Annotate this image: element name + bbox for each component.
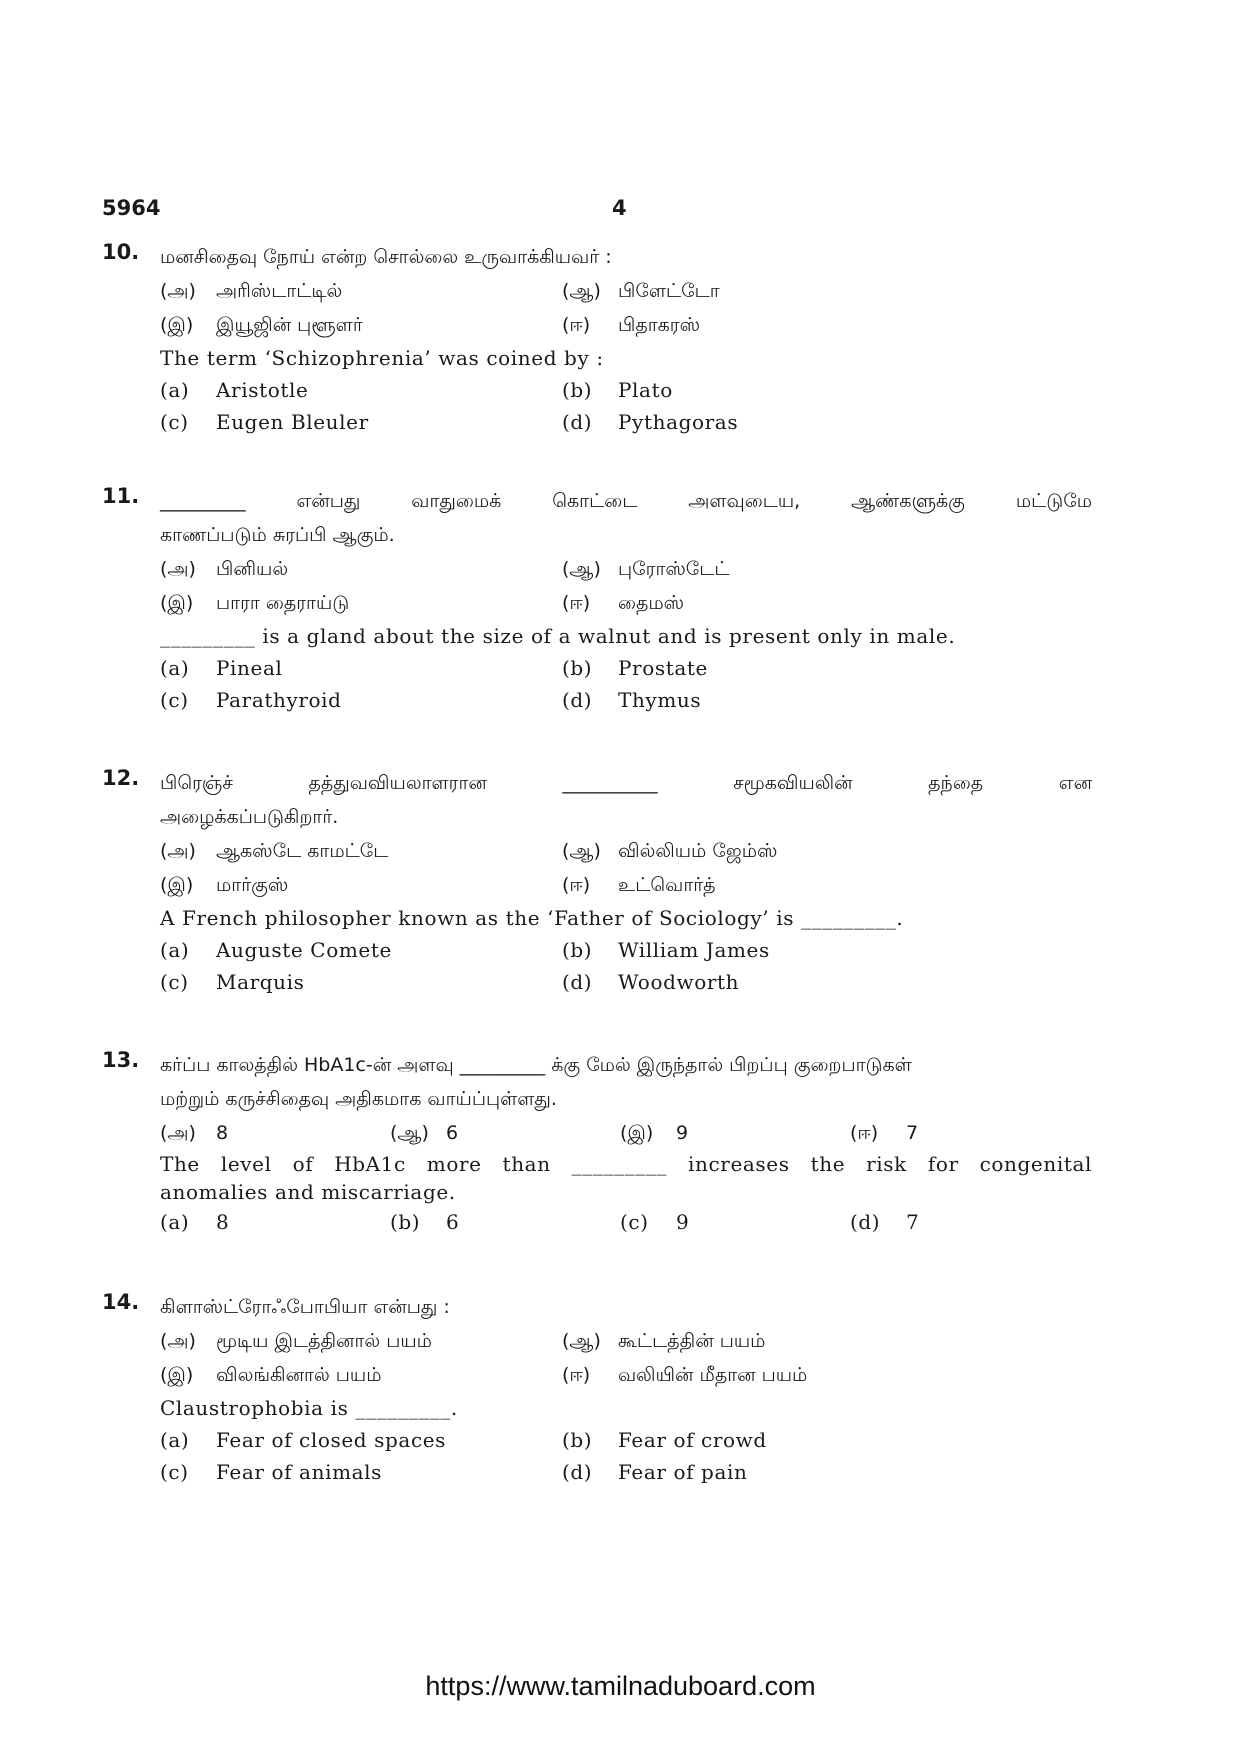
question-10 xyxy=(102,240,1092,438)
option-english-b: (b) Plato xyxy=(562,378,673,402)
option-tamil-b: (ஆ) வில்லியம் ஜேம்ஸ் xyxy=(562,840,778,862)
paper-code: 5964 xyxy=(102,196,161,220)
option-tamil-d: (ஈ) 7 xyxy=(850,1122,919,1144)
option-tamil-a: (அ) 8 xyxy=(160,1122,229,1144)
option-english-c: (c) Eugen Bleuler xyxy=(160,410,369,434)
option-english-c: (c) Fear of animals xyxy=(160,1460,383,1484)
question-13 xyxy=(102,1048,1092,1238)
question-number: 14. xyxy=(102,1290,140,1314)
option-english-d: (d) Pythagoras xyxy=(562,410,739,434)
option-tamil-a: (அ) பினியல் xyxy=(160,558,289,580)
footer-url[interactable]: https://www.tamilnaduboard.com xyxy=(425,1671,816,1701)
option-tamil-a: (அ) மூடிய இடத்தினால் பயம் xyxy=(160,1330,432,1352)
option-tamil-b: (ஆ) கூட்டத்தின் பயம் xyxy=(562,1330,766,1352)
option-tamil-c: (இ) மார்குஸ் xyxy=(160,874,289,896)
option-tamil-d: (ஈ) பிதாகரஸ் xyxy=(562,314,701,336)
option-tamil-d: (ஈ) தைமஸ் xyxy=(562,592,685,614)
question-text-tamil-line1: கர்ப்ப காலத்தில் HbA1c-ன் அளவு _________ க்கு மேல் இருந்தால் பிறப்பு குறைபாடுகள் xyxy=(160,1054,912,1076)
question-12 xyxy=(102,766,1092,998)
question-text-english: Claustrophobia is _________. xyxy=(160,1396,458,1420)
question-11 xyxy=(102,484,1092,716)
option-english-b: (b) Prostate xyxy=(562,656,708,680)
question-text-tamil-line1: பிரெஞ்ச் தத்துவவியலாளரான __________ சமூகவியலின் தந்தை என xyxy=(160,772,1092,794)
question-number: 12. xyxy=(102,766,140,790)
option-english-d: (d) Fear of pain xyxy=(562,1460,748,1484)
option-english-c: (c) Marquis xyxy=(160,970,305,994)
option-tamil-b: (ஆ) புரோஸ்டேட் xyxy=(562,558,730,580)
question-text-english-line2: anomalies and miscarriage. xyxy=(160,1180,456,1204)
question-text-english: The term ‘Schizophrenia’ was coined by : xyxy=(160,346,604,370)
option-english-a: (a) 8 xyxy=(160,1210,230,1234)
option-english-c: (c) Parathyroid xyxy=(160,688,342,712)
option-tamil-a: (அ) அரிஸ்டாட்டில் xyxy=(160,280,343,302)
option-tamil-a: (அ) ஆகஸ்டே காமட்டே xyxy=(160,840,389,862)
option-english-a: (a) Fear of closed spaces xyxy=(160,1428,447,1452)
option-tamil-c: (இ) பாரா தைராய்டு xyxy=(160,592,350,614)
option-english-d: (d) Woodworth xyxy=(562,970,740,994)
option-english-b: (b) 6 xyxy=(390,1210,460,1234)
option-english-d: (d) 7 xyxy=(850,1210,920,1234)
option-english-c: (c) 9 xyxy=(620,1210,690,1234)
question-text-english: _________ is a gland about the size of a walnut and is present only in male. xyxy=(160,624,956,648)
question-text-tamil-line2: காணப்படும் சுரப்பி ஆகும். xyxy=(160,524,395,546)
question-14 xyxy=(102,1290,1092,1488)
option-english-a: (a) Pineal xyxy=(160,656,283,680)
question-text-tamil-line2: அழைக்கப்படுகிறார். xyxy=(160,806,339,828)
option-tamil-b: (ஆ) 6 xyxy=(390,1122,459,1144)
option-english-a: (a) Aristotle xyxy=(160,378,309,402)
option-tamil-d: (ஈ) உட்வொர்த் xyxy=(562,874,716,896)
option-english-b: (b) Fear of crowd xyxy=(562,1428,767,1452)
option-english-b: (b) William James xyxy=(562,938,770,962)
option-tamil-c: (இ) இயூஜின் புளூளர் xyxy=(160,314,363,336)
page-number: 4 xyxy=(612,196,627,220)
option-tamil-d: (ஈ) வலியின் மீதான பயம் xyxy=(562,1364,808,1386)
question-number: 13. xyxy=(102,1048,140,1072)
option-english-a: (a) Auguste Comete xyxy=(160,938,392,962)
option-tamil-c: (இ) 9 xyxy=(620,1122,689,1144)
question-text-tamil-line2: மற்றும் கருச்சிதைவு அதிகமாக வாய்ப்புள்ளது. xyxy=(160,1088,557,1110)
question-text-tamil: மனசிதைவு நோய் என்ற சொல்லை உருவாக்கியவர் : xyxy=(160,246,612,268)
option-tamil-c: (இ) விலங்கினால் பயம் xyxy=(160,1364,382,1386)
question-text-english: A French philosopher known as the ‘Father of Sociology’ is _________. xyxy=(160,906,904,930)
question-number: 10. xyxy=(102,240,140,264)
question-text-tamil-line1: _________ என்பது வாதுமைக் கொட்டை அளவுடைய, ஆண்களுக்கு மட்டுமே xyxy=(160,490,1092,512)
question-number: 11. xyxy=(102,484,140,508)
question-text-tamil: கிளாஸ்ட்ரோஃபோபியா என்பது : xyxy=(160,1296,450,1318)
question-text-english-line1: The level of HbA1c more than _________ increases the risk for congenital xyxy=(160,1152,1092,1176)
option-tamil-b: (ஆ) பிளேட்டோ xyxy=(562,280,720,302)
option-english-d: (d) Thymus xyxy=(562,688,702,712)
